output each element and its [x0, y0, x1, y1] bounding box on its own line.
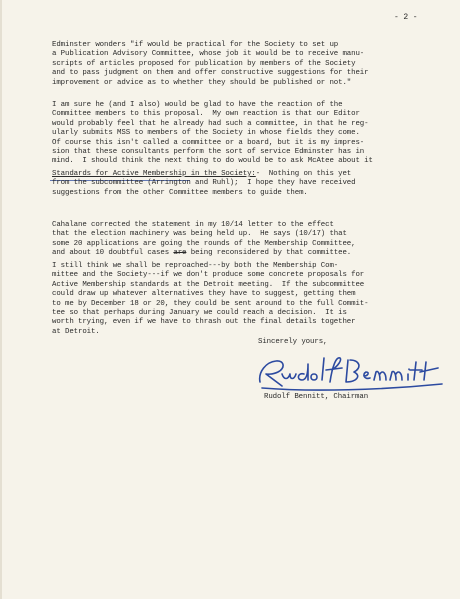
standards-rest: from the subcommittee (Arrington and Ruhl); I hope they have received suggestions from the other Committee members to guide them.	[52, 179, 356, 197]
paragraph-edminster-proposal: Edminster wonders "if would be practical for the Society to set up a Publication Advisory Committee, whose job it would be to receive manu- scripts of articles proposed for publication by members of the Society and to pass judgment on them and offer constructive suggestions for their improvement or advice as to whether they should be published or not."	[52, 41, 369, 87]
page-number: - 2 -	[394, 13, 418, 22]
cahalane-text: Cahalane corrected the statement in my 10/14 letter to the effect that the election machinery was being held up. He says (10/17) that some 20 applications are going the rounds of the Membership Committee, and about 10 doubtful cases	[52, 221, 356, 258]
standards-heading: Standards for Active Membership in the Society:	[52, 170, 256, 178]
standards-first-line: - Nothing on this yet	[255, 170, 352, 178]
paragraph-reproached: I still think we shall be reproached---by both the Membership Com- mittee and the Society---if we don't produce some concrete proposals for Active Membership standards at the Detroit meeting. If the subcommittee could draw up whatever alternatives they have to suggest, getting them to me by December 18 or 20, they could be sent around to the full Commit- tee so that perhaps during January we could reach a decision. It is worth trying, even if we have to thrash out the final details together at Detroit.	[52, 262, 369, 336]
closing-salutation: Sincerely yours,	[258, 338, 328, 346]
paragraph-reaction: I am sure he (and I also) would be glad to have the reaction of the Committee members to this proposal. My own reaction is that our Editor would probably feel that he already had such a committee, in that he reg- ularly submits MSS to members of the Society in whose fields they come. Of course this isn't called a committee or a board, but it is my impres- sion that these consultants perform the sort of service Edminster has in mind. I should think the next thing to do would be to ask McAtee about it	[52, 101, 373, 166]
struck-word: are	[173, 249, 187, 258]
paragraph-standards	[52, 170, 355, 198]
cahalane-text-end: being reconsidered by that committee.	[186, 249, 352, 258]
signature-block: Rudolf Bennitt, Chairman	[264, 393, 369, 401]
handwritten-signature	[252, 352, 452, 396]
paragraph-cahalane	[52, 221, 355, 259]
